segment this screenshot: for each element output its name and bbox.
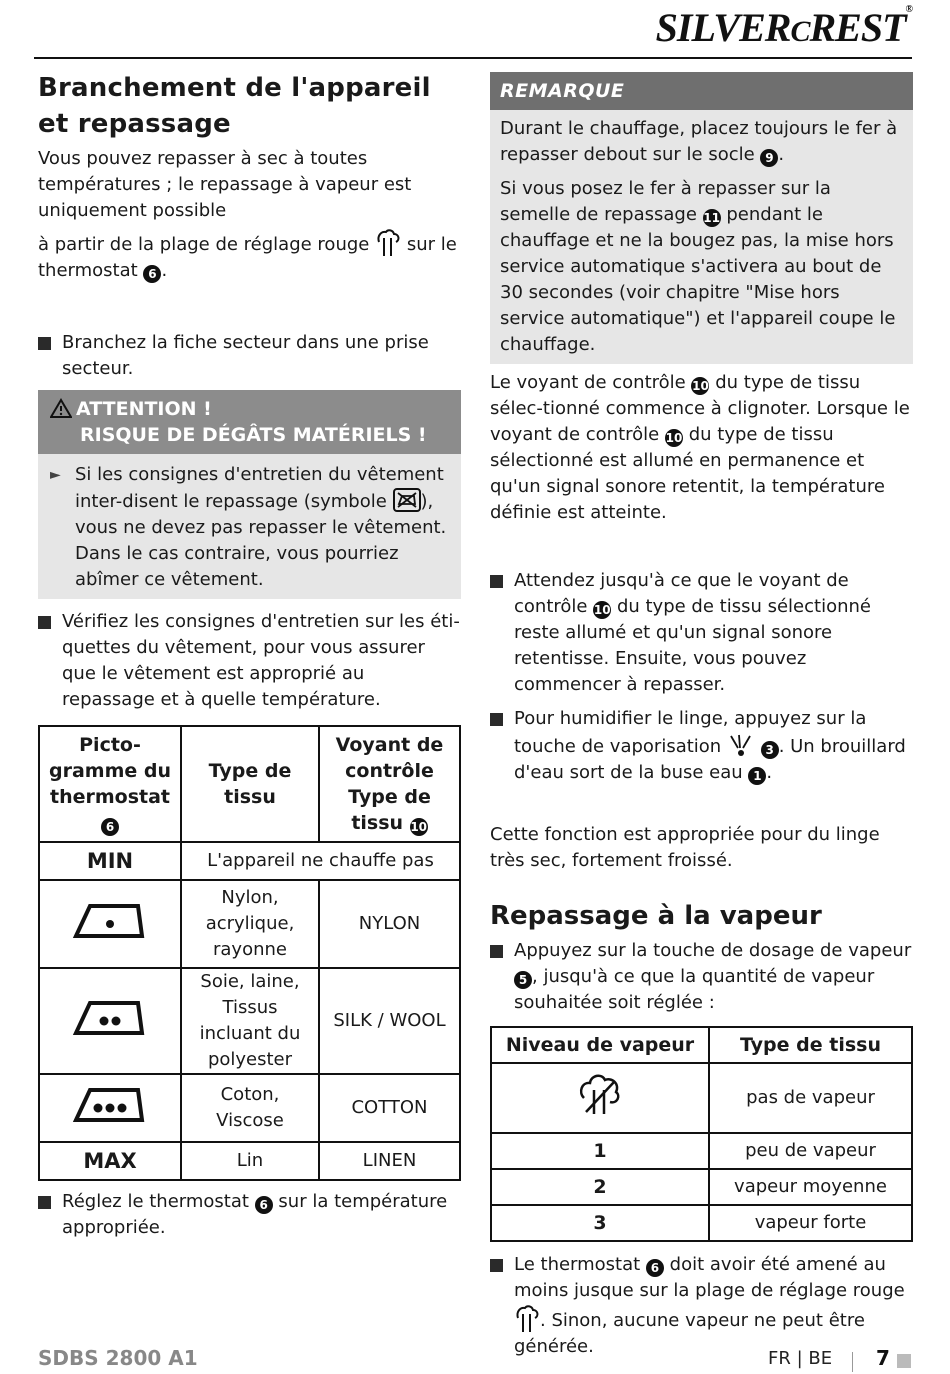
footer-language: FR | BE	[768, 1348, 833, 1369]
step-steam-dose: Appuyez sur la touche de dosage de vapeur 5 , jusqu'à ce que la quantité de vapeur souhaitée soit réglée :	[490, 938, 913, 1016]
steam-level-cell: 3	[491, 1205, 709, 1241]
step-plug: Branchez la fiche secteur dans une prise secteur.	[38, 330, 461, 382]
attention-header: ATTENTION ! RISQUE DE DÉGÂTS MATÉRIELS !	[38, 390, 461, 454]
step-check-labels: Vérifiez les consignes d'entretien sur les éti-quettes du vêtement, pour vous assurer que le vêtement est approprié au repassage et à quelle température.	[38, 609, 461, 713]
brand-logo: SILVERCREST®	[655, 4, 912, 50]
footer-divider	[852, 1352, 853, 1372]
step-wait: Attendez jusqu'à ce que le voyant de contrôle 10 du type de tissu sélectionné reste allumé et qu'un signal sonore retentisse. Ensuite, vous pouvez commencer à repasser.	[490, 568, 913, 698]
page-number: 7	[876, 1346, 890, 1370]
thermostat-table	[38, 725, 461, 1181]
right-column	[490, 72, 913, 1360]
fabric-cell: Coton, Viscose	[181, 1074, 319, 1142]
fabric-cell: Soie, laine, Tissus incluant du polyester	[181, 968, 319, 1074]
footer-square	[897, 1354, 911, 1368]
iron-2-dot-icon	[39, 968, 181, 1074]
steam-heading: Repassage à la vapeur	[490, 901, 822, 931]
intro-text: Vous pouvez repasser à sec à toutes températures ; le repassage à vapeur est uniquement possible à partir de la plage de réglage rouge sur le thermostat 6 .	[38, 148, 457, 281]
max-label: MAX	[39, 1142, 181, 1180]
steam-table	[490, 1026, 913, 1242]
min-text: L'appareil ne chauffe pas	[181, 842, 460, 880]
steam-level-cell: 1	[491, 1133, 709, 1169]
min-label: MIN	[39, 842, 181, 880]
header-rule	[34, 57, 912, 59]
iron-1-dot-icon	[39, 880, 181, 968]
attention-box	[38, 390, 461, 599]
warning-icon	[50, 396, 76, 422]
steam-zone-icon	[375, 228, 401, 258]
footer-model: SDBS 2800 A1	[38, 1346, 198, 1370]
step-spray: Pour humidifier le linge, appuyez sur la touche de vaporisation 3 . Un brouillard d'eau sort de la buse eau 1 .	[490, 706, 913, 786]
indicator-cell: NYLON	[319, 880, 460, 968]
steam-fabric-cell: peu de vapeur	[709, 1133, 912, 1169]
section-heading: Branchement de l'appareil et repassage	[38, 73, 431, 139]
indicator-cell: LINEN	[319, 1142, 460, 1180]
arrow-icon: ►	[50, 467, 61, 483]
steam-zone-icon	[514, 1304, 540, 1334]
indicator-cell: COTTON	[319, 1074, 460, 1142]
th-steam-fabric: Type de tissu	[709, 1027, 912, 1063]
spray-icon	[727, 732, 755, 756]
steam-fabric-cell: vapeur forte	[709, 1205, 912, 1241]
th-pictogram: Picto-gramme du thermostat 6	[39, 726, 181, 842]
function-note: Cette fonction est appropriée pour du linge très sec, fortement froissé.	[490, 824, 880, 871]
fabric-cell: Nylon, acrylique, rayonne	[181, 880, 319, 968]
remark-box	[490, 72, 913, 364]
fabric-cell: Lin	[181, 1142, 319, 1180]
remark-header: REMARQUE	[490, 72, 913, 110]
th-steam-level: Niveau de vapeur	[491, 1027, 709, 1063]
remark-body: Durant le chauffage, placez toujours le fer à repasser debout sur le socle 9 . Si vous posez le fer à repasser sur la semelle de repassage 11 pendant le chauffage et ne la bougez pas, la mise hors service automatique s'activera au bout de 30 secondes (voir chapitre "Mise hors service automatique") et l'appareil coupe le chauffage.	[500, 118, 898, 355]
no-ironing-icon	[393, 488, 421, 512]
th-indicator: Voyant de contrôle Type de tissu 10	[319, 726, 460, 842]
ref-number: 6	[143, 265, 161, 283]
steam-fabric-cell: vapeur moyenne	[709, 1169, 912, 1205]
iron-3-dot-icon	[39, 1074, 181, 1142]
step-set-thermostat: Réglez le thermostat 6 sur la température appropriée.	[38, 1189, 461, 1241]
step-thermostat-note: Le thermostat 6 doit avoir été amené au moins jusque sur la plage de réglage rouge . Sinon, aucune vapeur ne peut être générée.	[490, 1252, 913, 1360]
indicator-cell: SILK / WOOL	[319, 968, 460, 1074]
steam-level-cell: 2	[491, 1169, 709, 1205]
indicator-text: Le voyant de contrôle 10 du type de tissu sélec-tionné commence à clignoter. Lorsque le voyant de contrôle 10 du type de tissu sélectionné est allumé en permanence et qu'un signal sonore retentit, la température définie est atteinte.	[490, 372, 910, 523]
attention-body: ► Si les consignes d'entretien du vêtement inter-disent le repassage (symbole ), vous ne devez pas repasser le vêtement. Dans le cas contraire, vous pourriez abîmer ce vêtement.	[50, 464, 447, 590]
th-fabric: Type de tissu	[181, 726, 319, 842]
steam-fabric-cell: pas de vapeur	[709, 1063, 912, 1133]
left-column	[38, 66, 461, 1241]
no-steam-icon	[491, 1063, 709, 1133]
